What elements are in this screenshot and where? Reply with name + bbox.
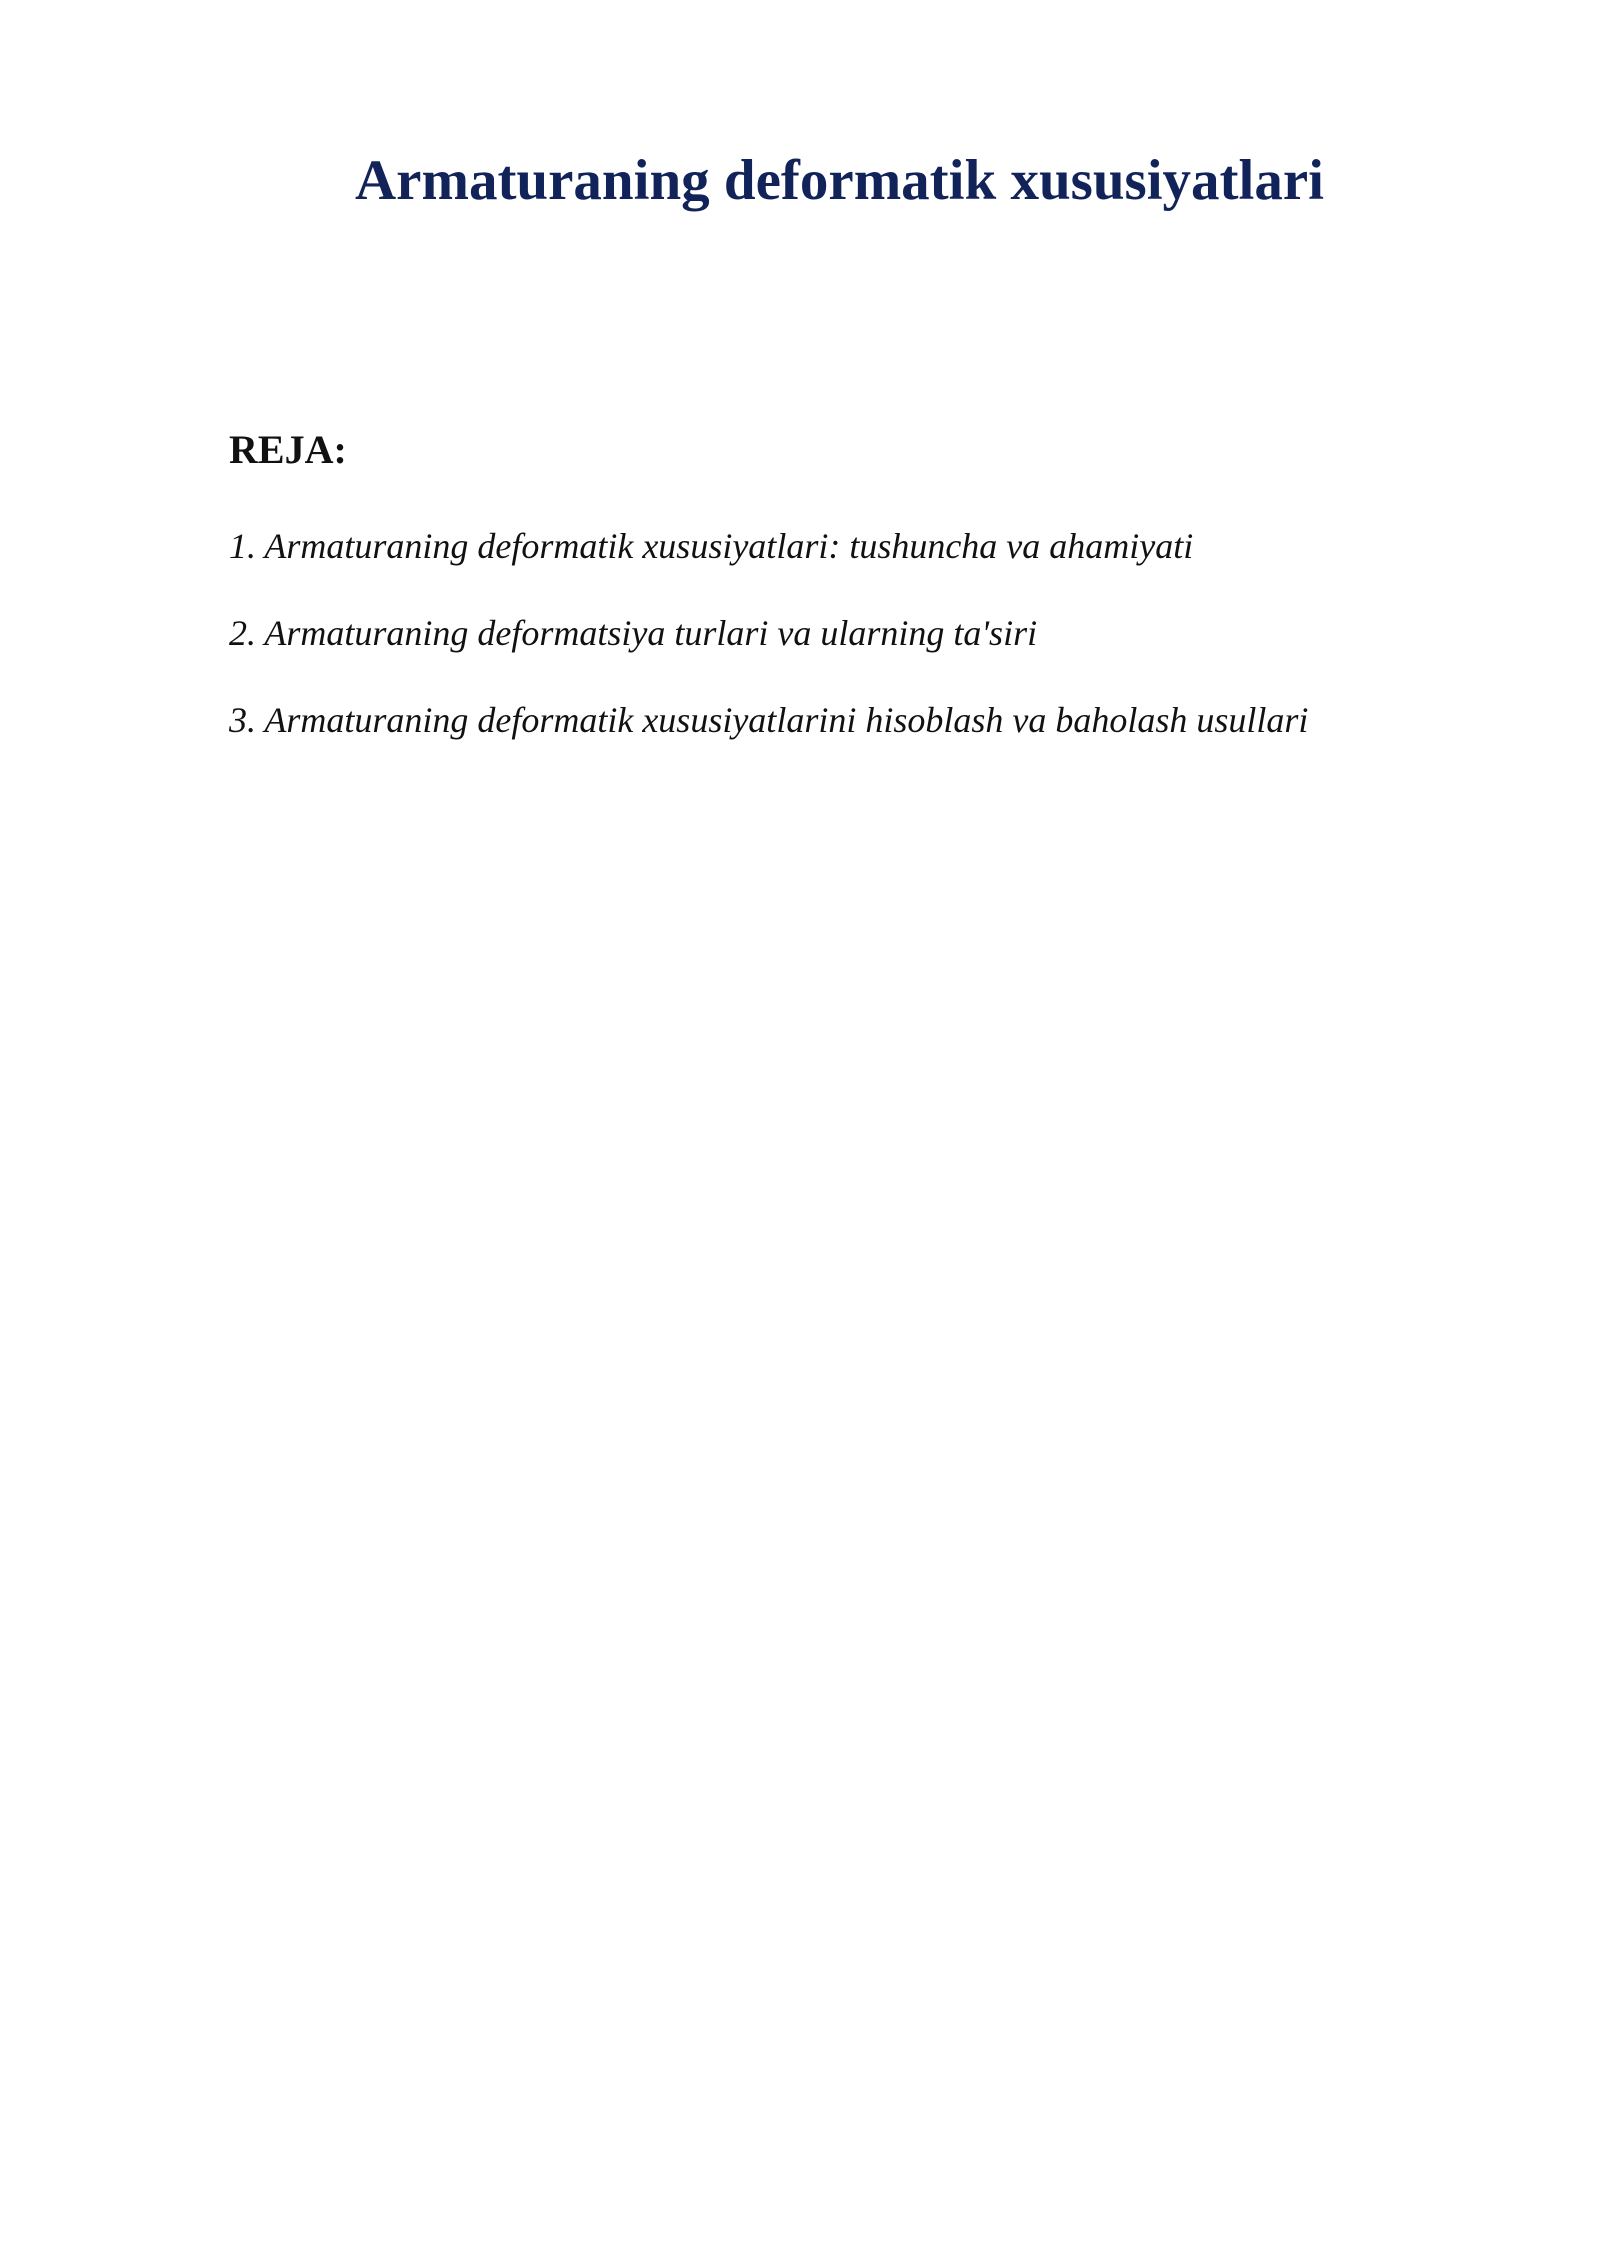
plan-item-3: 3. Armaturaning deformatik xususiyatlarini hisoblash va baholash usullari	[229, 700, 1309, 740]
plan-item-2: 2. Armaturaning deformatsiya turlari va ularning ta'siri	[229, 613, 1038, 653]
plan-list	[229, 524, 1308, 785]
plan-heading: REJA:	[229, 427, 347, 472]
document-title: Armaturaning deformatik xususiyatlari	[355, 149, 1324, 212]
plan-item-1: 1. Armaturaning deformatik xususiyatlari: tushuncha va ahamiyati	[229, 526, 1194, 566]
